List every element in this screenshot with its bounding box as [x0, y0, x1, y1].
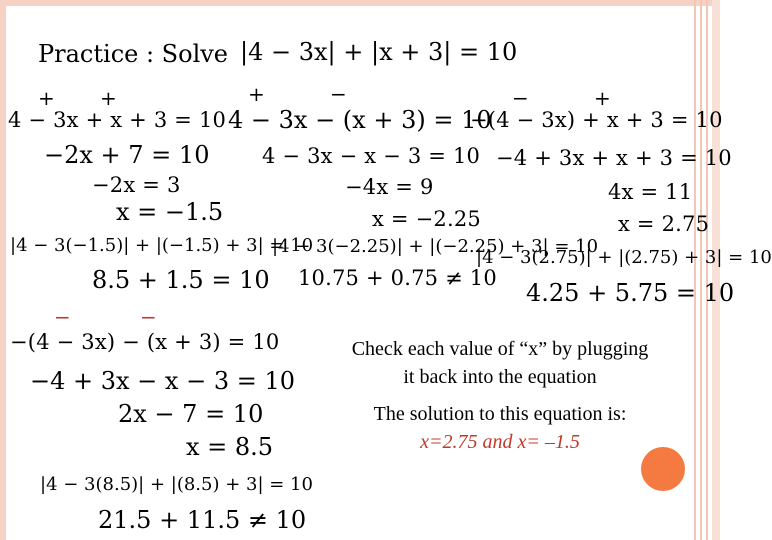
case4-line-2: −4 + 3x − x − 3 = 10: [30, 367, 295, 395]
solution-label: The solution to this equation is:: [373, 403, 627, 425]
case1-line-4: x = −1.5: [116, 198, 224, 226]
case2-sign-1: +: [248, 82, 265, 106]
case3-line-4: x = 2.75: [618, 212, 710, 236]
top-border: [0, 0, 720, 6]
title-equation: |4 − 3x| + |x + 3| = 10: [240, 38, 518, 66]
case4-check-result: 21.5 + 11.5 ≠ 10: [98, 506, 307, 534]
decorative-circle: [641, 447, 685, 491]
case2-check: |4 − 3(−2.25)| + |(−2.25) + 3| = 10: [272, 236, 599, 257]
case3-sign-1: −: [512, 86, 529, 110]
solution-answer: x=2.75 and x= –1.5: [420, 431, 580, 453]
case1-check-result: 8.5 + 1.5 = 10: [92, 266, 270, 294]
case1-check: |4 − 3(−1.5)| + |(−1.5) + 3| = 10: [10, 235, 314, 256]
case3-line-1: −(4 − 3x) + x + 3 = 10: [470, 108, 723, 132]
case4-sign-2: −: [140, 305, 157, 329]
case3-sign-2: +: [594, 86, 611, 110]
case2-line-1: 4 − 3x − (x + 3) = 10: [228, 106, 492, 134]
case4-check: |4 − 3(8.5)| + |(8.5) + 3| = 10: [40, 474, 313, 495]
case4-line-4: x = 8.5: [186, 433, 274, 461]
practice-title: Practice : Solve: [38, 40, 229, 68]
case4-sign-1: −: [54, 305, 71, 329]
case3-check-result: 4.25 + 5.75 = 10: [526, 279, 735, 307]
case2-line-4: x = −2.25: [372, 207, 481, 231]
case2-line-2: 4 − 3x − x − 3 = 10: [262, 144, 481, 168]
check-instruction-line-1: Check each value of “x” by plugging: [351, 338, 649, 360]
case3-line-3: 4x = 11: [608, 180, 693, 204]
case3-line-2: −4 + 3x + x + 3 = 10: [496, 146, 732, 170]
right-border-stripes: [690, 0, 720, 540]
case1-line-2: −2x + 7 = 10: [44, 141, 210, 169]
case1-sign-2: +: [100, 86, 117, 110]
case2-sign-2: −: [330, 82, 347, 106]
case3-check: |4 − 3(2.75)| + |(2.75) + 3| = 10: [476, 247, 772, 268]
case1-sign-1: +: [38, 86, 55, 110]
case4-line-1: −(4 − 3x) − (x + 3) = 10: [10, 330, 280, 354]
case2-line-3: −4x = 9: [345, 175, 434, 199]
case2-check-result: 10.75 + 0.75 ≠ 10: [298, 266, 497, 290]
case4-line-3: 2x − 7 = 10: [118, 400, 264, 428]
check-instruction-line-2: it back into the equation: [403, 366, 597, 388]
case1-line-3: −2x = 3: [92, 173, 181, 197]
case1-line-1: 4 − 3x + x + 3 = 10: [8, 108, 227, 132]
left-border: [0, 0, 6, 540]
